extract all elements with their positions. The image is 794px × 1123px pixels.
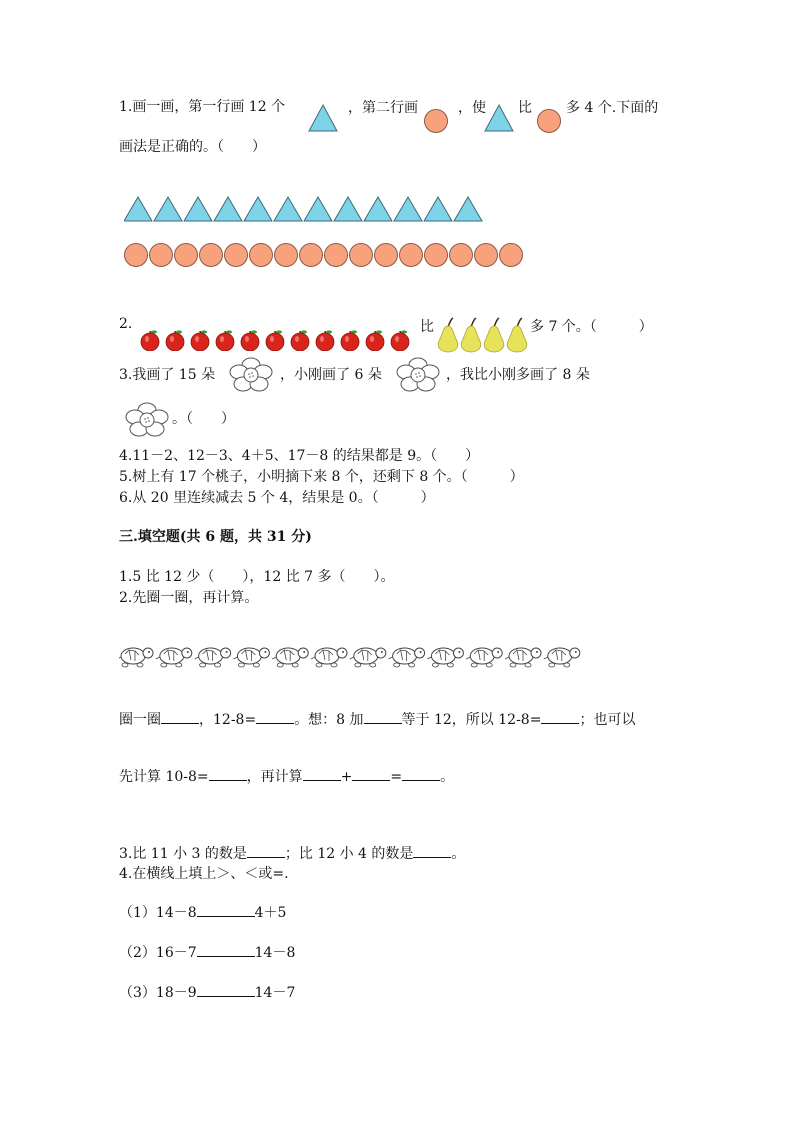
f4-item-left: （2）16－7 [119, 945, 197, 961]
f4-item [119, 902, 286, 923]
circle-icon [250, 244, 273, 267]
f4-item-right: 14－8 [254, 945, 296, 961]
turtle-icon [233, 648, 269, 667]
circle-icon [325, 244, 348, 267]
pear-icon [484, 318, 504, 352]
q1-text-a: 1.画一画，第一行画 12 个 [119, 99, 286, 115]
q1-text-b: ，第二行画 [348, 100, 418, 116]
apple-icon [291, 330, 309, 351]
q5-text: 5.树上有 17 个桃子，小明摘下来 8 个，还剩下 8 个。（ ） [119, 469, 524, 485]
answer-blank[interactable] [413, 843, 451, 858]
circle-icon [275, 244, 298, 267]
f2-line1 [119, 709, 635, 730]
circle-row [124, 241, 528, 269]
apple-icon [141, 330, 159, 351]
turtle-icon [389, 648, 425, 667]
q3-text-c: ，我比小刚多画了 8 朵 [446, 367, 590, 383]
apple-icon [191, 330, 209, 351]
circle-icon [150, 244, 173, 267]
triangle-icon [334, 197, 362, 221]
flower-icon [125, 402, 169, 438]
circle-icon [500, 244, 523, 267]
flower-icon [229, 357, 273, 393]
q4-text: 4.11－2、12－3、4＋5、17－8 的结果都是 9。（ ） [119, 448, 480, 464]
triangle-row [124, 196, 484, 222]
triangle-icon [424, 197, 452, 221]
f2-l1b: ，12-8= [199, 712, 257, 728]
f4-item-right: 4＋5 [254, 905, 287, 921]
f4-title: 4.在横线上填上＞、＜或=. [119, 866, 289, 882]
answer-blank[interactable] [197, 982, 255, 997]
turtle-icon [544, 648, 580, 667]
answer-blank[interactable] [197, 902, 255, 917]
q6-text: 6.从 20 里连续减去 5 个 4，结果是 0。（ ） [119, 490, 435, 506]
f4-item [119, 982, 295, 1003]
turtle-icon [505, 648, 541, 667]
q1-line2: 画法是正确的。（ ） [119, 139, 266, 155]
f4-item-left: （3）18－9 [119, 985, 197, 1001]
f2-l2d: = [390, 769, 403, 785]
turtle-icon [272, 648, 308, 667]
triangle-icon [184, 197, 212, 221]
turtle-icon [119, 648, 153, 667]
triangle-icon [244, 197, 272, 221]
answer-blank[interactable] [303, 766, 341, 781]
triangle-icon [274, 197, 302, 221]
q3-text-b: ，小刚画了 6 朵 [280, 367, 382, 383]
q2-text-bi: 比 [420, 319, 434, 335]
triangle-icon [154, 197, 182, 221]
triangle-icon [308, 104, 338, 132]
q3-text-a: 3.我画了 15 朵 [119, 367, 216, 383]
answer-blank[interactable] [541, 709, 579, 724]
apple-icon [366, 330, 384, 351]
triangle-icon [124, 197, 152, 221]
circle-icon [225, 244, 248, 267]
triangle-icon [454, 197, 482, 221]
circle-icon [350, 244, 373, 267]
apple-icon [316, 330, 334, 351]
q1-text-d: 比 [518, 100, 532, 116]
apple-icon [341, 330, 359, 351]
circle-icon [175, 244, 198, 267]
answer-blank[interactable] [197, 942, 255, 957]
circle-icon [450, 244, 473, 267]
triangle-icon [214, 197, 242, 221]
apple-row [138, 327, 418, 351]
triangle-icon [304, 197, 332, 221]
circle-icon [425, 244, 448, 267]
f3-c: 。 [451, 846, 466, 862]
apple-icon [391, 330, 409, 351]
triangle-icon [394, 197, 422, 221]
f4-item-left: （1）14－8 [119, 905, 197, 921]
f3-b: ；比 12 小 4 的数是 [284, 846, 414, 862]
circle-icon [475, 244, 498, 267]
f3-line [119, 843, 465, 864]
f2-title: 2.先圈一圈，再计算。 [119, 590, 259, 606]
turtle-icon [311, 648, 347, 667]
f4-item [119, 942, 295, 963]
circle-icon [400, 244, 423, 267]
circle-icon [375, 244, 398, 267]
apple-icon [216, 330, 234, 351]
pear-icon [507, 318, 527, 352]
answer-blank[interactable] [402, 766, 440, 781]
turtle-icon [466, 648, 502, 667]
q2-text-tail: 多 7 个。（ ） [530, 319, 653, 335]
pear-icon [438, 318, 458, 352]
f2-l2a: 先计算 10-8= [119, 769, 209, 785]
f2-line2 [119, 766, 454, 787]
circle-icon [300, 244, 323, 267]
apple-icon [266, 330, 284, 351]
q3-text-tail: 。（ ） [172, 411, 235, 427]
turtle-icon [350, 648, 386, 667]
f1-text: 1.5 比 12 少（ ），12 比 7 多（ ）。 [119, 569, 395, 585]
pear-icon [461, 318, 481, 352]
f2-l1e: ；也可以 [579, 712, 636, 728]
flower-icon [396, 357, 440, 393]
f2-l2b: ，再计算 [246, 769, 303, 785]
answer-blank[interactable] [256, 709, 294, 724]
apple-icon [241, 330, 259, 351]
q1-text-c: ，使 [458, 100, 486, 116]
f2-l1c: 。想：8 加 [294, 712, 364, 728]
circle-icon [423, 108, 449, 134]
q2-number: 2. [119, 316, 133, 332]
triangle-icon [364, 197, 392, 221]
triangle-icon [484, 104, 514, 132]
f3-a: 3.比 11 小 3 的数是 [119, 846, 247, 862]
answer-blank[interactable] [364, 709, 402, 724]
answer-blank[interactable] [209, 766, 247, 781]
turtle-icon [156, 648, 192, 667]
answer-blank[interactable] [161, 709, 199, 724]
answer-blank[interactable] [352, 766, 390, 781]
circle-icon [125, 244, 148, 267]
apple-icon [166, 330, 184, 351]
turtle-icon [427, 648, 463, 667]
turtle-row [119, 640, 589, 672]
pear-row [437, 317, 529, 353]
f4-item-right: 14－7 [254, 985, 296, 1001]
f2-l1d: 等于 12，所以 12-8= [401, 712, 542, 728]
f2-l1a: 圈一圈 [119, 712, 161, 728]
circle-icon [536, 108, 562, 134]
f2-l2c: + [340, 769, 353, 785]
circle-icon [200, 244, 223, 267]
section-title: 三.填空题(共 6 题，共 31 分) [119, 529, 312, 545]
f2-l2e: 。 [440, 769, 455, 785]
q1-text-e: 多 4 个.下面的 [566, 100, 659, 116]
turtle-icon [195, 648, 231, 667]
q1-line1 [119, 97, 285, 117]
answer-blank[interactable] [247, 843, 285, 858]
